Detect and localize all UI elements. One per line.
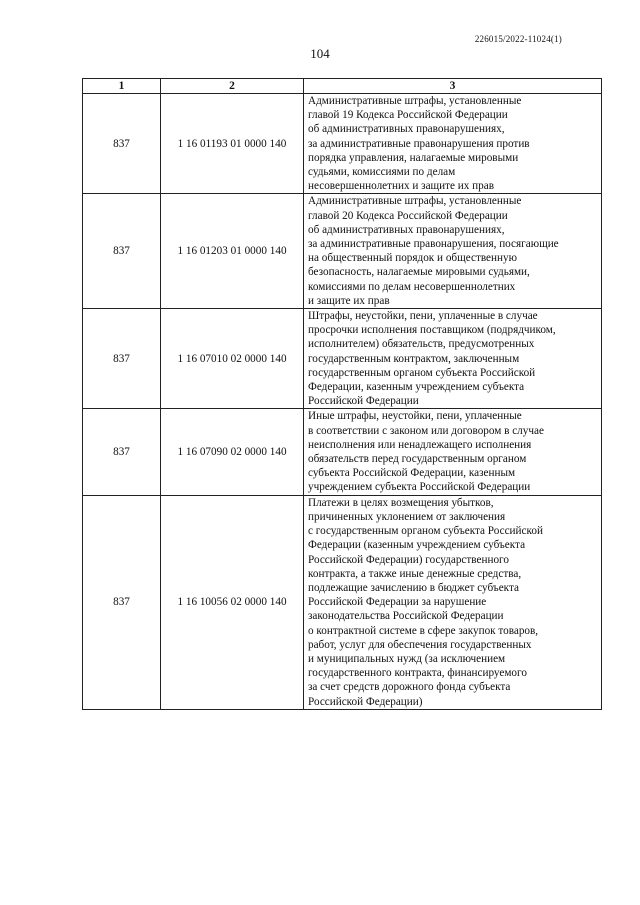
budget-classification-code-cell: 1 16 07010 02 0000 140 <box>161 309 304 409</box>
table-body <box>83 94 602 710</box>
description-line: учреждением субъекта Российской Федерации <box>308 481 531 494</box>
table-row <box>83 495 602 709</box>
description-line: и муниципальных нужд (за исключением <box>308 652 506 665</box>
description-line: на общественный порядок и общественную <box>308 252 517 265</box>
table-row <box>83 309 602 409</box>
description-line: за административные правонарушения против <box>308 137 530 150</box>
description-line: Российской Федерации) <box>308 695 423 708</box>
description-line: контракта, а также иные денежные средства, <box>308 567 522 580</box>
description-line: и защите их прав <box>308 294 390 307</box>
description-cell <box>304 495 602 709</box>
column-header-1: 1 <box>83 79 161 94</box>
column-header-3: 3 <box>304 79 602 94</box>
description-cell <box>304 94 602 194</box>
description-cell <box>304 194 602 309</box>
description-line: Федерации, казенным учреждением субъекта <box>308 381 525 394</box>
description-line: об административных правонарушениях, <box>308 223 505 236</box>
description-line: работ, услуг для обеспечения государственных <box>308 638 532 651</box>
budget-classification-code-cell: 1 16 10056 02 0000 140 <box>161 495 304 709</box>
description-line: об административных правонарушениях, <box>308 123 505 136</box>
column-header-2: 2 <box>161 79 304 94</box>
table-row <box>83 194 602 309</box>
description-line: главой 20 Кодекса Российской Федерации <box>308 209 508 222</box>
admin-code-cell: 837 <box>83 309 161 409</box>
description-cell <box>304 409 602 495</box>
budget-classification-code-cell: 1 16 01203 01 0000 140 <box>161 194 304 309</box>
description-line: Российской Федерации) государственного <box>308 553 509 566</box>
description-line: за счет средств дорожного фонда субъекта <box>308 681 511 694</box>
description-line: Платежи в целях возмещения убытков, <box>308 496 494 509</box>
description-line: государственным органом субъекта Российской <box>308 366 536 379</box>
description-line: о контрактной системе в сфере закупок товаров, <box>308 624 539 637</box>
description-line: за административные правонарушения, посягающие <box>308 238 559 251</box>
admin-code-cell: 837 <box>83 194 161 309</box>
budget-codes-table <box>82 78 602 710</box>
description-line: просрочки исполнения поставщиком (подрядчиком, <box>308 324 556 337</box>
admin-code-cell: 837 <box>83 409 161 495</box>
description-line: обязательств перед государственным органом <box>308 453 527 466</box>
document-id: 226015/2022-11024(1) <box>474 34 562 44</box>
page-number: 104 <box>310 46 330 61</box>
description-line: в соответствии с законом или договором в случае <box>308 424 544 437</box>
description-line: безопасность, налагаемые мировыми судьями, <box>308 266 530 279</box>
description-line: порядка управления, налагаемые мировыми <box>308 151 519 164</box>
description-line: Российской Федерации <box>308 395 419 408</box>
description-line: неисполнения или ненадлежащего исполнения <box>308 438 532 451</box>
description-line: Иные штрафы, неустойки, пени, уплаченные <box>308 410 522 423</box>
description-line: государственного контракта, финансируемого <box>308 667 527 680</box>
description-line: исполнителем) обязательств, предусмотренных <box>308 338 535 351</box>
description-line: комиссиями по делам несовершеннолетних <box>308 280 516 293</box>
description-line: Административные штрафы, установленные <box>308 195 522 208</box>
description-line: Российской Федерации за нарушение <box>308 596 487 609</box>
admin-code-cell: 837 <box>83 495 161 709</box>
description-line: несовершеннолетних и защите их прав <box>308 180 494 193</box>
description-line: Штрафы, неустойки, пени, уплаченные в случае <box>308 310 538 323</box>
description-line: законодательства Российской Федерации <box>308 610 504 623</box>
description-line: Административные штрафы, установленные <box>308 95 522 107</box>
budget-classification-code-cell: 1 16 01193 01 0000 140 <box>161 94 304 194</box>
description-line: главой 19 Кодекса Российской Федерации <box>308 109 508 122</box>
description-line: Федерации (казенным учреждением субъекта <box>308 539 526 552</box>
budget-classification-code-cell: 1 16 07090 02 0000 140 <box>161 409 304 495</box>
description-line: судьями, комиссиями по делам <box>308 166 456 179</box>
description-line: с государственным органом субъекта Российской <box>308 525 543 538</box>
table-row <box>83 94 602 194</box>
description-line: государственным контрактом, заключенным <box>308 352 520 365</box>
description-line: субъекта Российской Федерации, казенным <box>308 467 516 480</box>
description-cell <box>304 309 602 409</box>
admin-code-cell: 837 <box>83 94 161 194</box>
description-line: подлежащие зачислению в бюджет субъекта <box>308 581 519 594</box>
description-line: причиненных уклонением от заключения <box>308 510 506 523</box>
table-header-row <box>83 79 602 94</box>
table-row <box>83 409 602 495</box>
